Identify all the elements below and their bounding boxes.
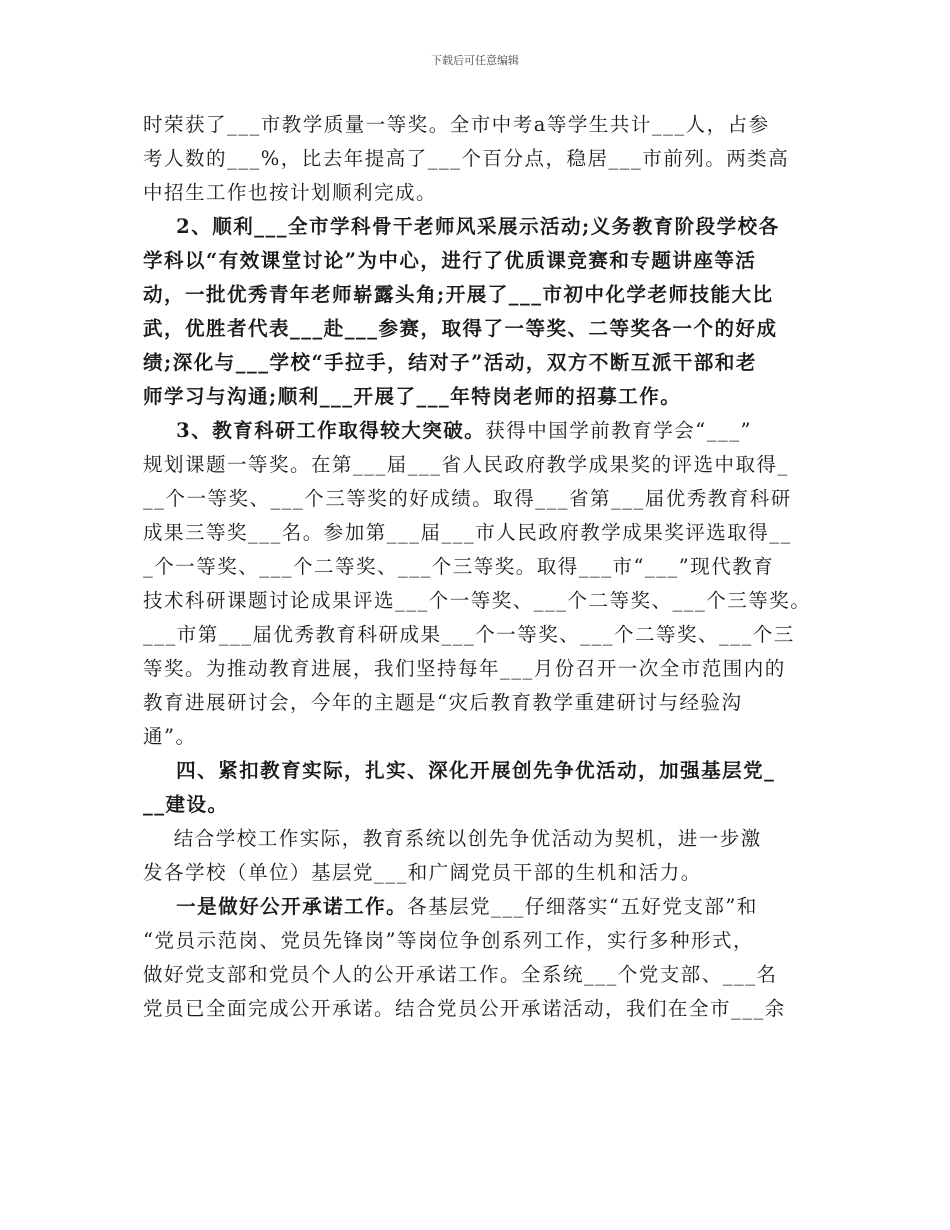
paragraph-lead: 一是做好公开承诺工作。 — [143, 895, 408, 918]
text-line: 2、顺利___全市学科骨干老师风采展示活动;义务教育阶段学校各 — [143, 215, 780, 238]
page-header: 下载后可任意编辑 — [431, 54, 519, 67]
text-line: “党员示范岗、党员先锋岗”等岗位争创系列工作，实行多种形式， — [143, 929, 754, 952]
section-heading: 四、紧扣教育实际，扎实、深化开展创先争优活动，加强基层党_ — [143, 759, 776, 782]
text-line: 党员已全面完成公开承诺。结合党员公开承诺活动，我们在全市___余 — [143, 997, 786, 1020]
text-run: 获得中国学前教育学会“___” — [485, 419, 752, 442]
text-line: 师学习与沟通;顺利___开展了___年特岗老师的招募工作。 — [143, 385, 682, 408]
text-line: 学科以“有效课堂讨论”为中心，进行了优质课竞赛和专题讲座等活 — [143, 249, 757, 272]
text-line: 等奖。为推动教育进展，我们坚持每年___月份召开一次全市范围内的 — [143, 657, 786, 680]
text-line: 结合学校工作实际，教育系统以创先争优活动为契机，进一步激 — [143, 827, 762, 850]
text-line: 通”。 — [143, 725, 197, 748]
text-line: 教育进展研讨会，今年的主题是“灾后教育教学重建研讨与经验沟 — [143, 691, 743, 714]
text-line: 中招生工作也按计划顺利完成。 — [143, 181, 438, 204]
text-line: 成果三等奖___名。参加第___届___市人民政府教学成果奖评选取得__ — [143, 521, 792, 544]
text-line: ___市第___届优秀教育科研成果___个一等奖、___个二等奖、___个三 — [143, 623, 795, 646]
section-heading: __建设。 — [143, 793, 229, 816]
text-line: 发各学校（单位）基层党___和广阔党员干部的生机和活力。 — [143, 861, 702, 884]
text-line: __个一等奖、___个三等奖的好成绩。取得___省第___届优秀教育科研 — [143, 487, 792, 510]
text-line: 动，一批优秀青年老师崭露头角;开展了___市初中化学老师技能大比 — [143, 283, 774, 306]
text-run: 各基层党___仔细落实“五好党支部”和 — [407, 895, 758, 918]
paragraph-lead: 3、教育科研工作取得较大突破。 — [143, 419, 486, 442]
text-line: 考人数的___%，比去年提高了___个百分点，稳居___市前列。两类高 — [143, 147, 790, 170]
text-line — [143, 414, 823, 448]
text-line: _个一等奖、___个二等奖、___个三等奖。取得___市“___”现代教育 — [143, 555, 775, 578]
text-line: 武，优胜者代表___赴___参赛，取得了一等奖、二等奖各一个的好成 — [143, 317, 778, 340]
text-line: 绩;深化与___学校“手拉手，结对子”活动，双方不断互派干部和老 — [143, 351, 757, 374]
text-line — [143, 890, 823, 924]
document-body — [143, 108, 823, 1026]
text-line: 规划课题一等奖。在第___届___省人民政府教学成果奖的评选中取得_ — [143, 453, 789, 476]
text-line: 技术科研课题讨论成果评选___个一等奖、___个二等奖、___个三等奖。 — [143, 589, 812, 612]
text-line: 做好党支部和党员个人的公开承诺工作。全系统___个党支部、___名 — [143, 963, 778, 986]
text-line: 时荣获了___市教学质量一等奖。全市中考a等学生共计___人，占参 — [143, 113, 770, 136]
